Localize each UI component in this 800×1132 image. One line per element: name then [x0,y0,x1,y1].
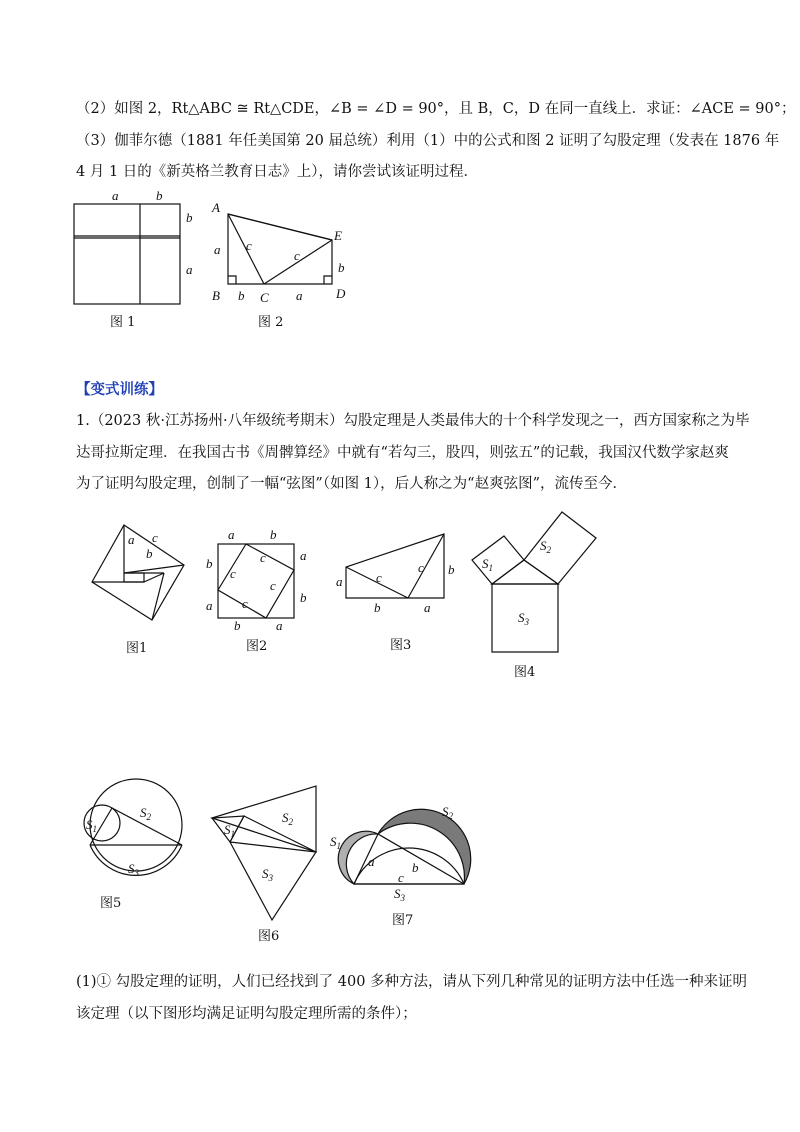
vertex-a: A [212,200,220,215]
svg-text:S1: $S_1$ [224,822,235,839]
svg-text:S3: $S_3$ [394,886,405,903]
svg-text:S1: $S_1$ [482,556,493,573]
outer-square [74,204,180,304]
section-heading: 【变式训练】 [76,381,163,398]
question-1-line-2: 达哥拉斯定理．在我国古书《周髀算经》中就有“若勾三，股四，则弦五”的记载，我国汉代数学家赵爽 [76,445,729,461]
figure-4-caption: 图4 [514,665,536,680]
svg-text:b: b [300,590,307,605]
svg-text:S2: $S_2$ [282,810,293,827]
figure-7 [330,802,480,932]
figure-5-caption: 图5 [100,896,122,911]
svg-text:a: a [336,574,343,589]
figure-3-caption: 图3 [390,638,412,653]
svg-text:S3: $S_3$ [128,861,139,878]
top-figure-1 [60,190,210,340]
triangle-s3 [230,842,316,920]
svg-text:S2: $S_2$ [540,538,551,555]
svg-text:c: c [260,550,266,565]
vertex-e: E [334,228,342,243]
svg-text:S1: $S_1$ [330,834,341,851]
svg-text:a: a [424,600,431,615]
trapezoid-outline [346,534,444,598]
label-c-ac: c [246,238,252,253]
svg-text:b: b [412,860,419,875]
svg-text:b: b [448,562,455,577]
svg-text:S2: $S_2$ [442,804,453,821]
svg-text:c: c [270,578,276,593]
figure-2 [200,528,320,658]
question-1-line-3: 为了证明勾股定理，创制了一幅“弦图”（如图 1），后人称之为“赵爽弦图”，流传至今． [76,476,627,492]
inner-tilted-square [218,544,294,618]
svg-text:c: c [376,570,382,585]
square-s2 [524,512,596,584]
square-s1 [472,536,524,584]
svg-text:c: c [398,870,404,885]
outer-square [218,544,294,618]
svg-text:b: b [374,600,381,615]
figure-5 [70,775,210,925]
top-figure-2 [200,196,370,336]
figure-6 [206,770,326,950]
segment-ae [228,214,332,240]
vertex-c: C [260,290,269,305]
vertex-d: D [336,286,346,301]
right-triangle [492,560,558,584]
label-a-right: a [186,262,193,277]
question-part-3-line-1: （3）伽菲尔德（1881 年任美国第 20 届总统）利用（1）中的公式和图 2 证明了勾股定理（发表在 1876 年 [76,133,780,149]
question-1a-line-1: (1)① 勾股定理的证明，人们已经找到了 400 多种方法，请从下列几种常见的证明方法中任选一种来证明 [76,974,748,990]
top-figure-1-caption: 图 1 [110,315,136,330]
figure-3 [332,532,455,653]
label-c-ce: c [294,248,300,263]
svg-text:a: a [368,854,375,869]
label-a: a [128,532,135,547]
triangle-s2 [212,786,316,852]
top-figure-2-caption: 图 2 [258,315,284,330]
svg-text:c: c [242,596,248,611]
label-b-right: b [186,210,193,225]
svg-text:S2: $S_2$ [140,805,151,822]
figure-6-caption: 图6 [258,929,280,944]
question-part-2: （2）如图 2，Rt△ABC ≅ Rt△CDE，∠B = ∠D = 90°，且 B，C，D 在同一直线上．求证：∠ACE = 90°； [76,101,796,117]
svg-text:S3: $S_3$ [262,866,273,883]
figure-2-caption: 图2 [246,639,268,654]
label-b-de: b [338,260,345,275]
figure-1 [84,520,194,660]
question-part-3-line-2: 4 月 1 日的《新英格兰教育日志》上），请你尝试该证明过程． [76,164,479,180]
svg-text:b: b [270,527,277,542]
right-angle-d [324,276,332,284]
label-a-top: a [112,188,119,203]
svg-text:a: a [276,618,283,633]
question-1-line-1: 1.（2023 秋·江苏扬州·八年级统考期末）勾股定理是人类最伟大的十个科学发现之一，西方国家称之为毕 [76,413,750,429]
circle-s2 [90,779,182,871]
inner-square [124,573,144,582]
label-a-ab: a [214,242,221,257]
figure-4 [464,500,614,680]
lune-s2 [378,809,471,884]
svg-text:S3: $S_3$ [518,610,529,627]
label-c: c [152,530,158,545]
label-b-top: b [156,188,163,203]
svg-text:b: b [206,556,213,571]
svg-text:a: a [228,527,235,542]
label-b-bc: b [238,288,245,303]
vertex-b: B [212,288,220,303]
svg-text:c: c [418,560,424,575]
svg-text:a: a [300,548,307,563]
svg-text:c: c [230,566,236,581]
right-angle-b [228,276,236,284]
figure-1-caption: 图1 [126,641,148,656]
svg-text:S1: $S_1$ [86,817,97,834]
svg-text:a: a [206,598,213,613]
label-a-cd: a [296,288,303,303]
figure-7-caption: 图7 [392,913,414,928]
question-1a-line-2: 该定理（以下图形均满足证明勾股定理所需的条件）； [76,1006,417,1022]
svg-text:b: b [234,618,241,633]
label-b: b [146,546,153,561]
